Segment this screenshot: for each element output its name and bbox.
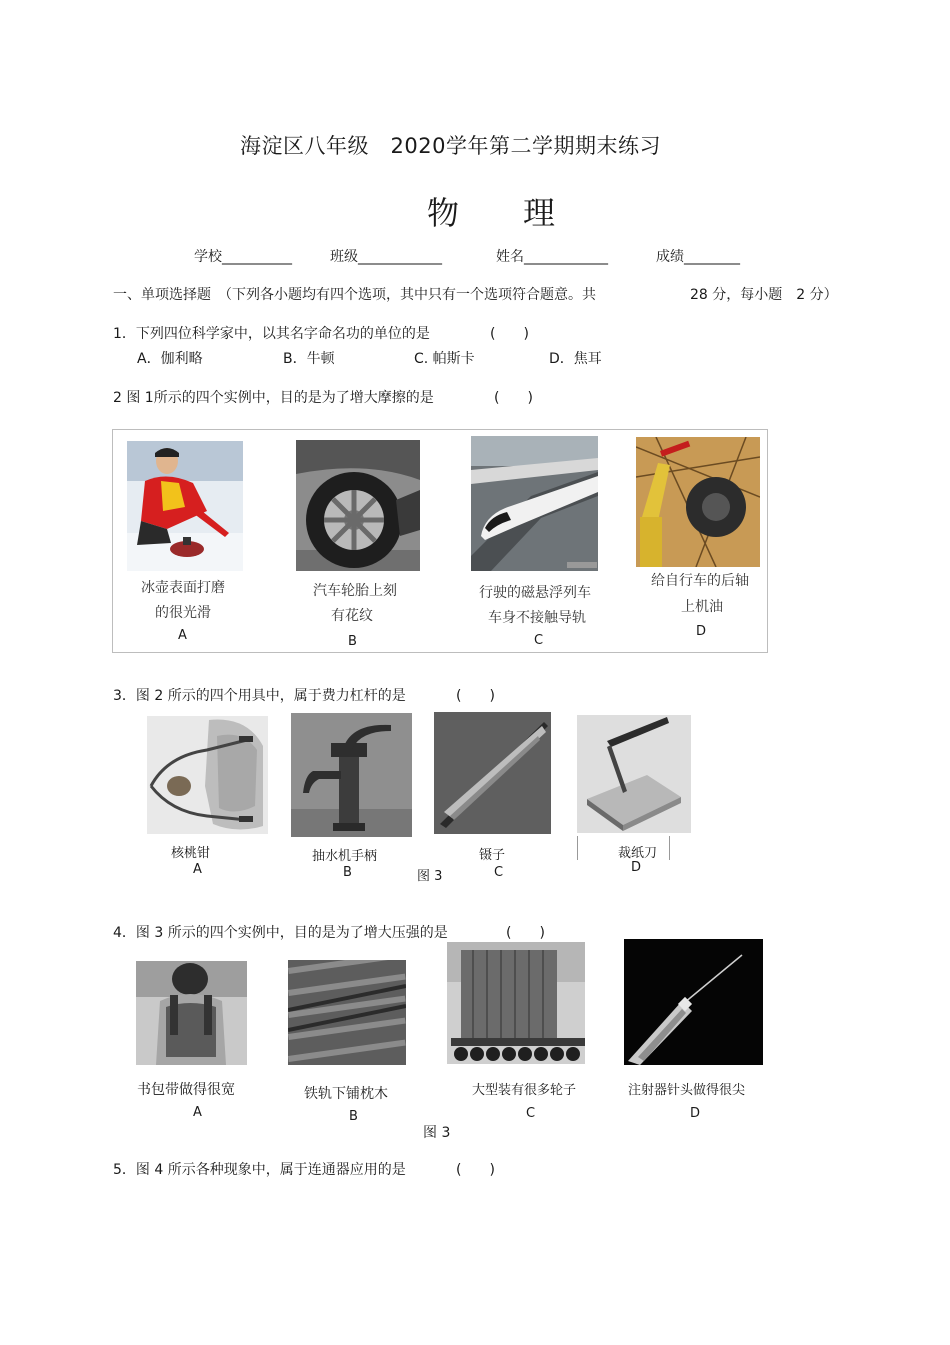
backpack-image [136, 961, 247, 1065]
q4-stem: 4．图 3 所示的四个实例中，目的是为了增大压强的是 [113, 925, 448, 941]
section-heading: 一、单项选择题 （下列各小题均有四个选项，其中只有一个选项符合题意。共 [113, 287, 596, 303]
q4-d-caption: 注射器针头做得很尖 [628, 1083, 746, 1098]
q4-figure-label: 图 3 [423, 1125, 451, 1141]
q2-b-caption-1: 汽车轮胎上刻 [313, 583, 397, 599]
q1-option-b: B．牛顿 [283, 351, 335, 367]
divider [669, 836, 670, 860]
q4-b-caption: 铁轨下铺枕木 [304, 1086, 388, 1102]
tire-image [296, 440, 420, 571]
q4-a-letter: A [193, 1105, 202, 1120]
q3-a-letter: A [193, 862, 202, 877]
score-field: 成绩________ [656, 249, 740, 265]
q2-d-caption-2: 上机油 [681, 599, 723, 615]
q3-d-caption: 裁纸刀 [618, 846, 658, 861]
q4-d-letter: D [690, 1106, 701, 1121]
q3-b-caption: 抽水机手柄 [312, 849, 378, 864]
q1-stem: 1．下列四位科学家中，以其名字命名功的单位的是 [113, 326, 430, 342]
q4-paren: ( ) [506, 925, 545, 941]
q2-a-caption-1: 冰壶表面打磨 [141, 580, 225, 596]
q2-d-caption-1: 给自行车的后轴 [651, 573, 749, 589]
q1-option-a: A．伽利略 [137, 351, 203, 367]
class-field: 班级____________ [330, 249, 442, 265]
section-heading-tail: 28 分，每小题 2 分） [690, 287, 838, 303]
q3-figure-label: 图 3 [417, 869, 443, 884]
pump-handle-image [291, 713, 412, 837]
q3-stem: 3．图 2 所示的四个用具中，属于费力杠杆的是 [113, 688, 406, 704]
q2-paren: ( ) [494, 390, 533, 406]
q1-paren: ( ) [490, 326, 529, 342]
q2-b-letter: B [348, 634, 357, 649]
q1-option-c: C. 帕斯卡 [414, 351, 475, 367]
q2-stem: 2 图 1所示的四个实例中，目的是为了增大摩擦的是 [113, 390, 434, 406]
q2-b-caption-2: 有花纹 [331, 608, 373, 624]
q5-paren: ( ) [456, 1162, 495, 1178]
q4-c-caption: 大型装有很多轮子 [472, 1083, 577, 1098]
q2-c-caption-2: 车身不接触导轨 [488, 610, 586, 626]
q2-d-letter: D [696, 624, 707, 639]
q2-a-caption-2: 的很光滑 [155, 605, 211, 621]
q1-option-d: D．焦耳 [549, 351, 602, 367]
name-field: 姓名____________ [496, 249, 608, 265]
q3-paren: ( ) [456, 688, 495, 704]
q2-c-letter: C [534, 633, 544, 648]
q4-a-caption: 书包带做得很宽 [137, 1082, 235, 1098]
divider [577, 836, 578, 860]
maglev-image [471, 436, 598, 571]
subject-title: 物 理 [427, 194, 556, 232]
q4-b-letter: B [349, 1109, 358, 1124]
q2-a-letter: A [178, 628, 187, 643]
heavy-truck-image [447, 942, 585, 1064]
school-field: 学校__________ [194, 249, 292, 265]
q3-c-caption: 镊子 [479, 848, 506, 863]
q3-b-letter: B [343, 865, 352, 880]
bike-axle-image [636, 437, 760, 567]
curling-image [127, 441, 243, 571]
paper-cutter-image [577, 715, 691, 833]
q5-stem: 5．图 4 所示各种现象中，属于连通器应用的是 [113, 1162, 406, 1178]
q3-a-caption: 核桃钳 [171, 846, 211, 861]
tweezers-image [434, 712, 551, 834]
q3-c-letter: C [494, 865, 504, 880]
syringe-image [624, 939, 763, 1065]
exam-title: 海淀区八年级 2020学年第二学期期末练习 [240, 134, 661, 158]
nutcracker-image [147, 716, 268, 834]
railway-image [288, 960, 406, 1065]
q3-d-letter: D [631, 860, 642, 875]
q2-c-caption-1: 行驶的磁悬浮列车 [479, 585, 591, 601]
q4-c-letter: C [526, 1106, 536, 1121]
